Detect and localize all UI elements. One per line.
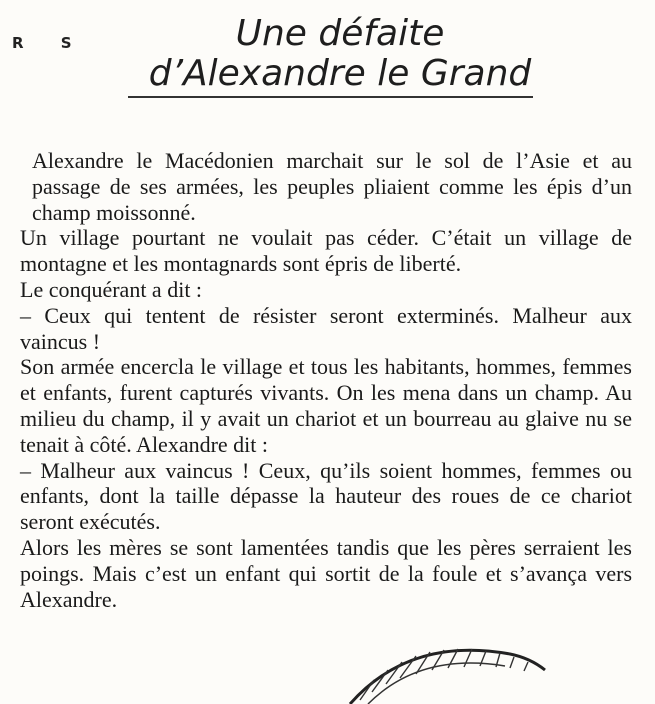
title-line-1: Une défaite (235, 13, 445, 54)
paragraph: Alexandre le Macédonien marchait sur le sol de l’Asie et au passage de ses armées, les peuples pliaient comme les épis d’un champ moissonné. (32, 148, 632, 225)
paragraph: Un village pourtant ne voulait pas céder. C’était un village de montagne et les montagnards sont épris de liberté. (20, 225, 632, 277)
story-body (20, 148, 632, 612)
title-line-2: d’Alexandre le Grand (148, 53, 532, 94)
paragraph: Son armée encercla le village et tous les habitants, hommes, femmes et enfants, furent capturés vivants. On les mena dans un champ. Au milieu du champ, il y avait un chariot et un bourreau au glaive nu se tenait à côté. Alexandre dit : (20, 354, 632, 457)
page-title (120, 14, 560, 94)
paragraph: – Ceux qui tentent de résister seront exterminés. Malheur aux vaincus ! (20, 302, 632, 354)
paragraph: Alors les mères se sont lamentées tandis que les pères serraient les poings. Mais c’est un enfant qui sortit de la foule et s’avança vers Alexandre. (20, 534, 632, 612)
corner-letters: R S (12, 34, 88, 52)
title-underline (128, 96, 533, 98)
paragraph: – Malheur aux vaincus ! Ceux, qu’ils soient hommes, femmes ou enfants, dont la taille dépasse la hauteur des roues de ce chariot seront exécutés. (20, 457, 632, 535)
fan-shaped-illustration-icon (340, 640, 560, 704)
paragraph: Le conquérant a dit : (20, 276, 203, 302)
